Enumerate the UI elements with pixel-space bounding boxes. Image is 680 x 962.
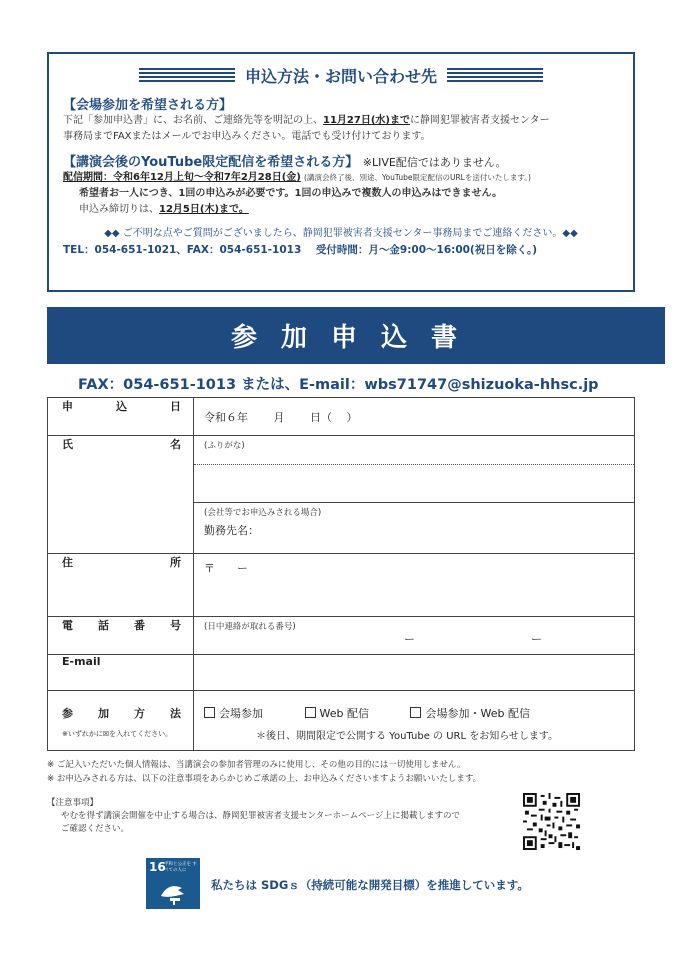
phone-field[interactable] xyxy=(194,617,635,655)
option-both[interactable]: 会場参加・Web 配信 xyxy=(410,707,529,720)
sdg-number: 16 xyxy=(149,860,166,874)
furigana-divider xyxy=(194,464,634,465)
live-note: ※LIVE配信ではありません。 xyxy=(362,156,507,169)
qr-code-icon[interactable] xyxy=(523,793,580,850)
youtube-heading: 【講演会後のYouTube限定配信を希望される方】 ※LIVE配信ではありません。 xyxy=(63,155,507,170)
phone-label: 電話番号 xyxy=(48,617,194,655)
method-field xyxy=(194,691,635,751)
option-venue[interactable]: 会場参加 xyxy=(204,707,263,720)
company-label: 勤務先名： xyxy=(204,524,259,537)
tel-line xyxy=(63,242,619,257)
venue-text: 下記「参加申込書」に、お名前、ご連絡先等を明記の上、11月27日(水)までに静岡犯罪被害者支援センター 事務局までFAXまたはメールでお申込みください。電話でも受け付けております。 xyxy=(63,115,550,142)
email-field[interactable] xyxy=(194,655,635,691)
phone-note: (日中連絡が取れる番号) xyxy=(204,622,296,632)
venue-heading: 【会場参加を希望される方】 xyxy=(63,98,233,113)
row-email xyxy=(48,655,635,691)
name-cell xyxy=(194,436,635,554)
note-line-2: ※ お申込みされる方は、以下の注意事項をあらかじめご承諾の上、お申込みくださいますようお願いいたします。 xyxy=(47,774,482,784)
checkbox-both[interactable] xyxy=(410,707,421,718)
caution-section xyxy=(47,797,517,836)
method-note: ＊後日、期間限定で公開する YouTube の URL をお知らせします。 xyxy=(256,731,559,742)
stream-period-note: (講演会終了後、別途、YouTube限定配信のURLを送付いたします。) xyxy=(304,173,531,182)
youtube-text xyxy=(63,170,619,186)
company-note: (会社等でお申込みされる場合) xyxy=(204,508,322,518)
office-hours: 受付時間：月〜金9:00〜16:00(祝日を除く。) xyxy=(315,244,538,256)
address-label: 住所 xyxy=(48,554,194,617)
method-label: 参加方法 xyxy=(62,707,181,720)
decor-lines-right xyxy=(447,68,543,82)
row-phone xyxy=(48,617,635,655)
stream-period: 配信期間：令和6年12月上旬〜令和7年2月28日(金) xyxy=(63,172,301,183)
option-web[interactable]: Web 配信 xyxy=(305,707,369,720)
phone-dash-1: ー xyxy=(404,633,415,646)
furigana-label: (ふりがな) xyxy=(204,441,245,451)
company-field[interactable] xyxy=(194,502,634,553)
date-label: 申込日 xyxy=(48,398,194,436)
form-title-banner: 参加申込書 xyxy=(47,307,665,364)
note-line-1: ※ ご記入いただいた個人情報は、当講演会の参加者管理のみに使用し、その他の目的には一切使用しません。 xyxy=(47,760,466,770)
fax-email-line: FAX：054-651-1013 または、E-mail：wbs71747@shizuoka-hhsc.jp xyxy=(78,377,599,393)
caution-body-2: ご確認ください。 xyxy=(61,824,130,834)
application-form xyxy=(47,397,635,751)
sdg-statement: 私たちは SDGｓ（持続可能な開発目標）を推進しています。 xyxy=(211,878,529,892)
info-title: 申込方法・お問い合わせ先 xyxy=(244,66,437,86)
method-hint: ※いずれかに☒を入れてください。 xyxy=(62,730,173,738)
youtube-deadline: 申込み締切りは、12月5日(木)まで。 xyxy=(79,204,249,215)
row-method xyxy=(48,691,635,751)
name-field[interactable] xyxy=(194,436,634,502)
decor-lines-left xyxy=(139,68,235,82)
contact-text: ◆◆ ご不明な点やご質問がございましたら、静岡犯罪被害者支援センター事務局までご連絡ください。◆◆ xyxy=(104,228,578,239)
youtube-rule: 希望者お一人につき、1回の申込みが必要です。1回の申込みで複数人の申込みはできません。 xyxy=(79,188,503,199)
date-value: 令和６年 月 日（ ） xyxy=(204,410,358,424)
checkbox-web[interactable] xyxy=(305,707,316,718)
email-label: E-mail xyxy=(48,655,194,691)
address-field[interactable] xyxy=(194,554,635,617)
method-label-cell xyxy=(48,691,194,751)
caution-body: やむを得ず講演会開催を中止する場合は、静岡犯罪被害者支援センターホームページ上に掲載しますので xyxy=(61,811,460,821)
dove-gavel-icon xyxy=(158,878,188,906)
checkbox-venue[interactable] xyxy=(204,707,215,718)
row-name xyxy=(48,436,635,554)
venue-deadline: 11月27日(水)まで xyxy=(323,115,410,126)
name-label: 氏名 xyxy=(48,436,194,554)
date-field[interactable] xyxy=(194,398,635,436)
info-title-row xyxy=(63,62,619,88)
postal-mark: 〒 ー xyxy=(204,562,248,575)
tel-fax: TEL：054-651-1021、FAX：054-651-1013 xyxy=(63,244,302,256)
phone-dash-2: ー xyxy=(531,633,542,646)
sdg-badge-text: 平和と公正を すべての人に xyxy=(164,862,197,873)
privacy-notes xyxy=(47,758,481,786)
row-date xyxy=(48,398,635,436)
sdg-16-badge xyxy=(146,858,200,909)
info-box xyxy=(47,52,635,292)
caution-heading: 【注意事項】 xyxy=(47,798,99,808)
row-address xyxy=(48,554,635,617)
method-options xyxy=(204,705,634,721)
